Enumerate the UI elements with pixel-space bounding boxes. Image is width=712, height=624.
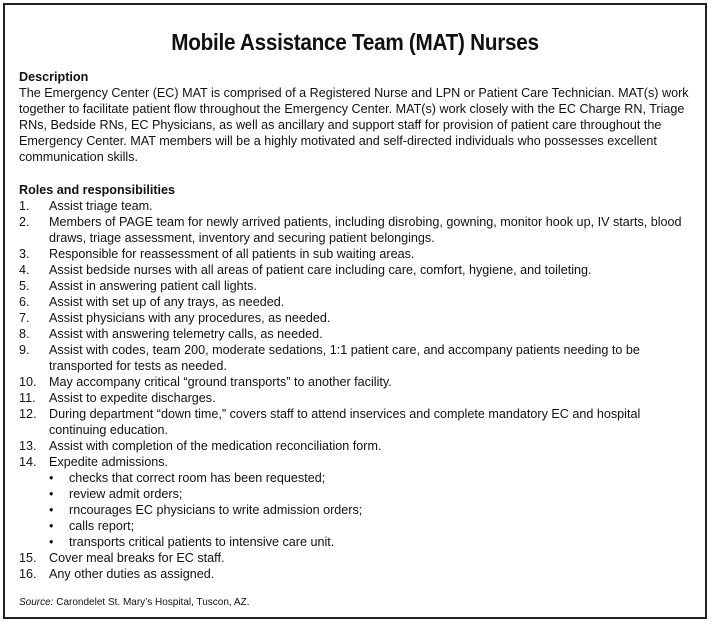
source-label: Source: (19, 597, 54, 608)
bullet-icon: • (49, 535, 54, 549)
list-item-text: Responsible for reassessment of all patients in sub waiting areas. (49, 247, 415, 261)
list-item (19, 278, 693, 294)
list-item (19, 198, 693, 214)
roles-list (19, 198, 693, 582)
list-item (19, 214, 693, 246)
sub-list-item (49, 518, 693, 534)
list-item (19, 246, 693, 262)
bullet-icon: • (49, 503, 54, 517)
list-item-number: 6. (19, 295, 30, 309)
list-item (19, 262, 693, 278)
list-item-text: Assist with set up of any trays, as needed. (49, 295, 285, 309)
list-item-text: May accompany critical “ground transports” to another facility. (49, 375, 392, 389)
list-item-number: 10. (19, 375, 37, 389)
list-item-text: During department “down time,” covers staff to attend inservices and complete mandatory EC and hospital continuing education. (49, 407, 641, 437)
description-section (19, 69, 693, 165)
list-item-number: 1. (19, 199, 30, 213)
description-heading: Description (19, 70, 89, 84)
list-item (19, 326, 693, 342)
source-note (19, 597, 249, 608)
list-item-text: Assist with answering telemetry calls, as needed. (49, 327, 323, 341)
list-item-number: 16. (19, 567, 37, 581)
list-item (19, 390, 693, 406)
list-item-text: Expedite admissions. (49, 455, 169, 469)
list-item-text: Members of PAGE team for newly arrived patients, including disrobing, gowning, monitor hook up, IV starts, blood draws, triage assessment, inventory and securing patient belongings. (49, 215, 682, 245)
list-item-number: 14. (19, 455, 37, 469)
list-item-number: 15. (19, 551, 37, 565)
list-item (19, 310, 693, 326)
list-item (19, 342, 693, 374)
list-item-number: 5. (19, 279, 30, 293)
bullet-icon: • (49, 487, 54, 501)
list-item-text: Assist physicians with any procedures, as needed. (49, 311, 331, 325)
roles-heading: Roles and responsibilities (19, 183, 176, 197)
list-item-number: 4. (19, 263, 30, 277)
admission-sub-list (49, 470, 693, 550)
sub-list-item (49, 502, 693, 518)
list-item-number: 7. (19, 311, 30, 325)
roles-section (19, 182, 693, 582)
list-item-number: 13. (19, 439, 37, 453)
list-item-text: Any other duties as assigned. (49, 567, 215, 581)
list-item (19, 550, 693, 566)
list-item (19, 406, 693, 438)
list-item (19, 438, 693, 454)
description-text: The Emergency Center (EC) MAT is comprised of a Registered Nurse and LPN or Patient Care Technician. MAT(s) work together to facilitate patient flow throughout the Emergency Center. MAT(s) work closely with the EC Charge RN, Triage RNs, Bedside RNs, EC Physicians, as well as ancillary and support staff for provision of patient care throughout the Emergency Center. MAT members will be a highly motivated and self-directed individuals who possesses excellent communication skills. (19, 86, 689, 164)
list-item-number: 11. (19, 391, 36, 405)
list-item-number: 8. (19, 327, 30, 341)
list-item (19, 294, 693, 310)
list-item (19, 374, 693, 390)
sub-list-item-text: transports critical patients to intensive care unit. (69, 535, 335, 549)
sub-list-item-text: checks that correct room has been requested; (69, 471, 326, 485)
list-item (19, 454, 693, 550)
list-item-text: Assist to expedite discharges. (49, 391, 216, 405)
list-item-text: Assist bedside nurses with all areas of patient care including care, comfort, hygiene, and toileting. (49, 263, 592, 277)
list-item-text: Assist in answering patient call lights. (49, 279, 257, 293)
list-item-text: Assist with completion of the medication reconciliation form. (49, 439, 382, 453)
sub-list-item-text: rncourages EC physicians to write admission orders; (69, 503, 363, 517)
list-item (19, 566, 693, 582)
list-item-text: Cover meal breaks for EC staff. (49, 551, 225, 565)
list-item-text: Assist triage team. (49, 199, 153, 213)
list-item-text: Assist with codes, team 200, moderate sedations, 1:1 patient care, and accompany patients needing to be transported for tests as needed. (49, 343, 640, 373)
sub-list-item (49, 534, 693, 550)
sub-list-item (49, 486, 693, 502)
sub-list-item-text: review admit orders; (69, 487, 183, 501)
sub-list-item (49, 470, 693, 486)
sub-list-item-text: calls report; (69, 519, 135, 533)
list-item-number: 12. (19, 407, 37, 421)
document-frame (3, 3, 707, 619)
source-text: Carondelet St. Mary’s Hospital, Tuscon, AZ. (56, 597, 250, 608)
list-item-number: 3. (19, 247, 30, 261)
list-item-number: 2. (19, 215, 30, 229)
bullet-icon: • (49, 519, 54, 533)
bullet-icon: • (49, 471, 54, 485)
page-title: Mobile Assistance Team (MAT) Nurses (171, 29, 539, 55)
list-item-number: 9. (19, 343, 30, 357)
